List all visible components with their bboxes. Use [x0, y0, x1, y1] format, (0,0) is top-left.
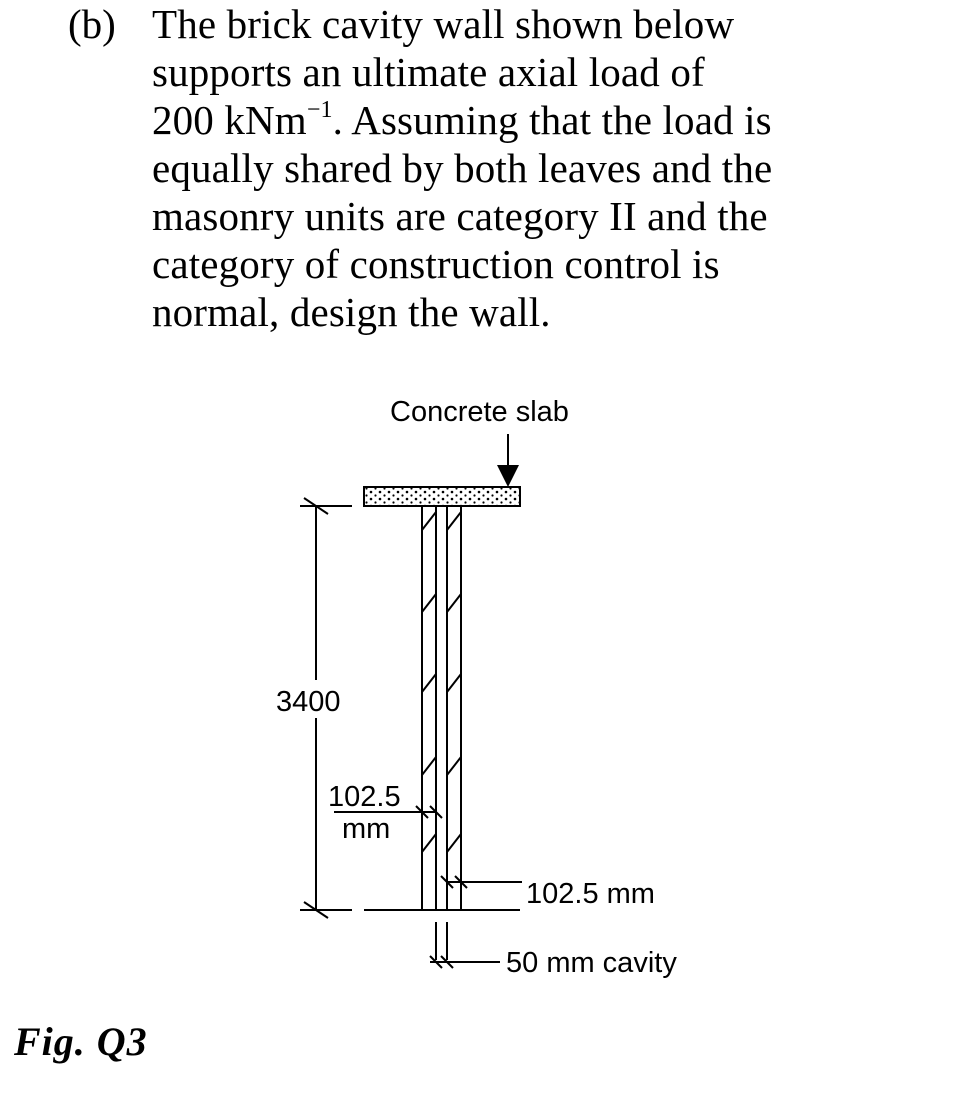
question-line-4: equally shared by both leaves and the — [152, 145, 773, 191]
concrete-slab — [364, 487, 520, 506]
figure-caption: Fig. Q3 — [14, 1019, 148, 1064]
question-line-1: The brick cavity wall shown below — [152, 1, 735, 47]
height-label: 3400 — [276, 686, 341, 718]
cavity-dimension — [430, 922, 500, 968]
outer-leaf-label: 102.5 mm — [526, 878, 655, 910]
load-arrow — [497, 434, 519, 487]
cavity-wall-ties — [422, 512, 461, 852]
inner-leaf-label-unit: mm — [342, 813, 391, 845]
question-line-5: masonry units are category II and the — [152, 193, 768, 239]
concrete-slab-label: Concrete slab — [390, 396, 569, 428]
unit-exponent: −1 — [306, 97, 333, 123]
outer-leaf-dimension — [441, 876, 522, 888]
question-line-2: supports an ultimate axial load of — [152, 49, 705, 95]
question-line-6: category of construction control is — [152, 241, 720, 287]
question-line-7: normal, design the wall. — [152, 289, 551, 335]
question-line-3-rest: . Assuming that the load is — [332, 97, 772, 143]
cavity-label: 50 mm cavity — [506, 947, 677, 979]
load-value-text: 200 kNm — [152, 97, 307, 143]
inner-leaf-label-value: 102.5 — [328, 781, 401, 813]
question-label: (b) — [68, 1, 116, 47]
